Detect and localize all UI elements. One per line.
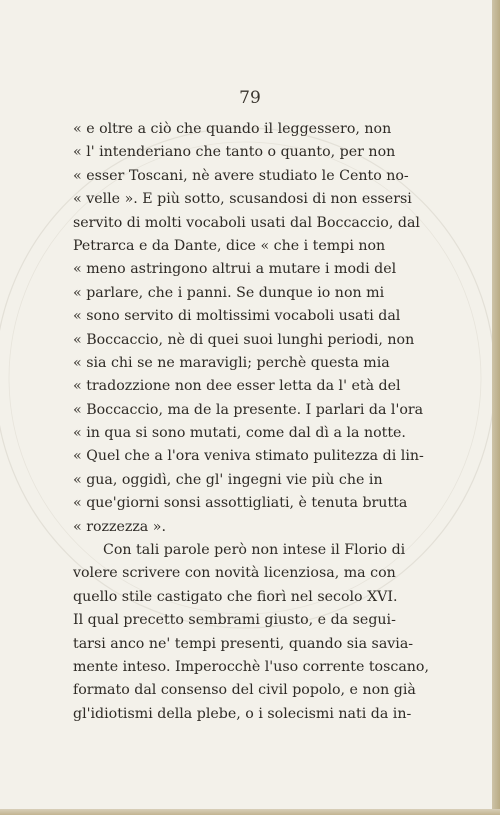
- page-edge-bottom: [0, 809, 500, 815]
- text-line: servito di molti vocaboli usati dal Boccaccio, dal: [73, 214, 420, 231]
- text-line: « sono servito di moltissimi vocaboli usati dal: [73, 308, 401, 325]
- text-line: « que'giorni sonsi assottigliati, è tenuta brutta: [73, 495, 408, 512]
- text-line: Con tali parole però non intese il Florio di: [103, 542, 406, 559]
- text-line: « meno astringono altrui a mutare i modi del: [73, 261, 397, 278]
- text-line: « in qua si sono mutati, come dal dì a la notte.: [73, 425, 406, 442]
- text-line: « Boccaccio, nè di quei suoi lunghi periodi, non: [73, 331, 415, 348]
- text-line: « sia chi se ne maravigli; perchè questa mia: [73, 354, 390, 371]
- text-line: « esser Toscani, nè avere studiato le Cento no-: [73, 167, 409, 184]
- body-text: [73, 118, 429, 726]
- text-line: formato dal consenso del civil popolo, e non già: [73, 682, 416, 699]
- text-line: tarsi anco ne' tempi presenti, quando sia savia-: [73, 635, 414, 652]
- text-line: mente inteso. Imperocchè l'uso corrente toscano,: [73, 658, 429, 675]
- text-line: quello stile castigato che fiorì nel secolo XVI.: [73, 588, 398, 605]
- text-line: Petrarca e da Dante, dice « che i tempi non: [73, 237, 386, 254]
- page-number: 79: [239, 88, 261, 108]
- text-line: « velle ». E più sotto, scusandosi di non essersi: [73, 191, 412, 208]
- text-line: volere scrivere con novità licenziosa, ma con: [73, 565, 396, 582]
- text-line: « Boccaccio, ma de la presente. I parlari da l'ora: [73, 401, 424, 418]
- text-line: « tradozzione non dee esser letta da l' età del: [73, 378, 401, 395]
- text-line: gl'idiotismi della plebe, o i solecismi nati da in-: [73, 705, 412, 722]
- text-line: « e oltre a ciò che quando il leggessero, non: [73, 121, 392, 137]
- text-line: « parlare, che i panni. Se dunque io non mi: [73, 284, 385, 301]
- text-line: « rozzezza ».: [73, 518, 166, 535]
- page-edge-right: [492, 0, 500, 815]
- text-line: « l' intenderiano che tanto o quanto, per non: [73, 144, 396, 161]
- text-line: « gua, oggidì, che gl' ingegni vie più che in: [73, 471, 383, 488]
- text-line: « Quel che a l'ora veniva stimato pulitezza di lin-: [73, 448, 424, 465]
- text-line: Il qual precetto sembrami giusto, e da segui-: [73, 612, 396, 629]
